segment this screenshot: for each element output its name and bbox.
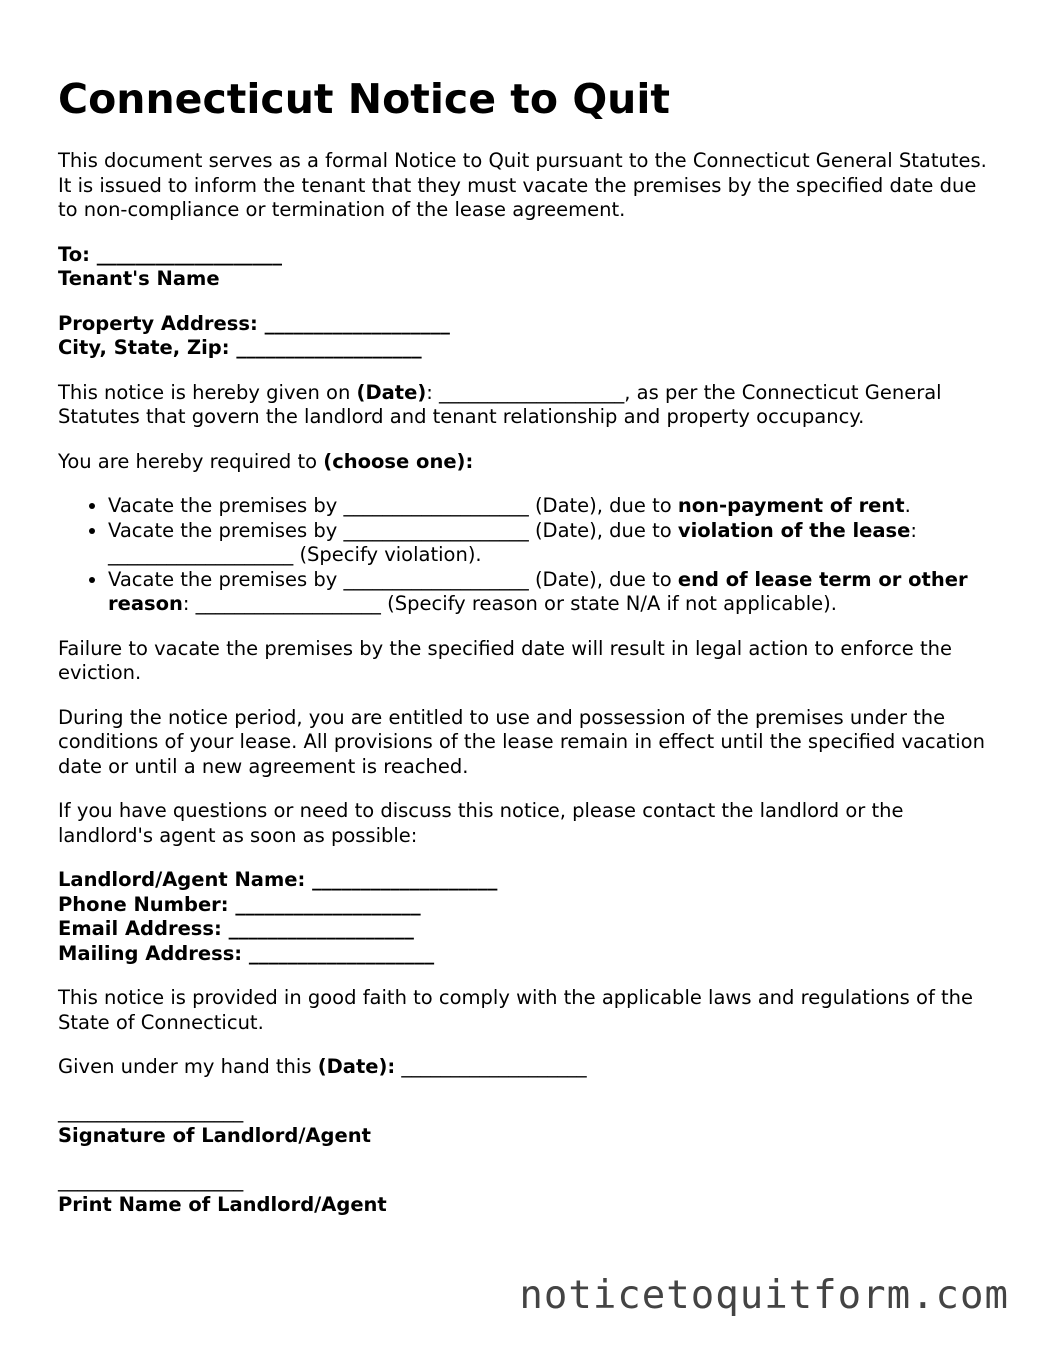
mailing-address-field: Mailing Address: ___________________: [58, 941, 435, 965]
print-name-label: Print Name of Landlord/Agent: [58, 1193, 387, 1216]
site-watermark: noticetoquitform.com: [519, 1273, 1009, 1318]
option-suffix: : ___________________ (Specify violation).: [108, 518, 917, 566]
tenant-to-field: To: ___________________: [58, 242, 282, 266]
tenant-fields: [58, 243, 993, 292]
document-page: [58, 74, 993, 1218]
given-under-paragraph: [58, 1055, 993, 1080]
option-prefix: Vacate the premises by ___________________ (Date), due to: [108, 567, 678, 591]
choose-one-label: (choose one):: [323, 449, 474, 473]
given-under-prefix: Given under my hand this: [58, 1055, 318, 1078]
property-fields: [58, 312, 993, 361]
contact-paragraph: If you have questions or need to discuss this notice, please contact the landlord or the landlord's agent as soon as possible:: [58, 799, 904, 847]
intro-paragraph: This document serves as a formal Notice to Quit pursuant to the Connecticut General Statutes. It is issued to inform the tenant that they must vacate the premises by the specified date due to non-compliance or termination of the lease agreement.: [58, 149, 987, 221]
notice-given-paragraph: [58, 381, 993, 430]
city-state-zip-field: City, State, Zip: ___________________: [58, 336, 422, 359]
property-address-field: Property Address: ___________________: [58, 311, 450, 335]
option-prefix: Vacate the premises by ___________________ (Date), due to: [108, 518, 678, 542]
failure-paragraph: Failure to vacate the premises by the specified date will result in legal action to enforce the eviction.: [58, 636, 952, 684]
notice-date-label: (Date): [356, 380, 427, 404]
option-item-violation: [108, 519, 993, 568]
signature-block: [58, 1100, 993, 1149]
print-name-block: [58, 1169, 993, 1218]
notice-given-prefix: This notice is hereby given on: [58, 380, 357, 404]
option-reason: end of lease term or other reason: [108, 567, 968, 615]
signature-line: ___________________: [58, 1099, 244, 1123]
notice-period-paragraph: During the notice period, you are entitled to use and possession of the premises under the conditions of your lease. All provisions of the lease remain in effect until the specified vacation date or until a new agreement is reached.: [58, 705, 985, 778]
print-name-line: ___________________: [58, 1168, 244, 1192]
option-reason: non-payment of rent: [677, 494, 905, 517]
page-title: Connecticut Notice to Quit: [58, 75, 671, 123]
signature-label: Signature of Landlord/Agent: [58, 1124, 371, 1147]
email-address-field: Email Address: ___________________: [58, 917, 414, 940]
notice-given-suffix: : ___________________, as per the Connecticut General Statutes that govern the landlord and tenant relationship and property occupancy.: [58, 380, 942, 428]
option-item-nonpayment: [108, 494, 993, 519]
option-suffix: .: [904, 494, 911, 517]
options-list: [58, 494, 993, 617]
good-faith-paragraph: This notice is provided in good faith to comply with the applicable laws and regulations of the State of Connecticut.: [58, 986, 974, 1034]
given-under-suffix: ___________________: [395, 1055, 587, 1078]
phone-number-field: Phone Number: ___________________: [58, 892, 421, 916]
required-paragraph: [58, 450, 993, 475]
contact-fields: [58, 868, 993, 966]
option-suffix: : ___________________ (Specify reason or state N/A if not applicable).: [182, 592, 837, 615]
landlord-name-field: Landlord/Agent Name: ___________________: [58, 868, 498, 891]
option-reason: violation of the lease: [677, 518, 911, 542]
given-under-date-label: (Date):: [317, 1055, 396, 1078]
tenant-name-label: Tenant's Name: [58, 267, 220, 290]
option-item-end-of-term: [108, 568, 993, 617]
required-prefix: You are hereby required to: [58, 449, 324, 473]
option-prefix: Vacate the premises by ___________________ (Date), due to: [108, 494, 678, 517]
